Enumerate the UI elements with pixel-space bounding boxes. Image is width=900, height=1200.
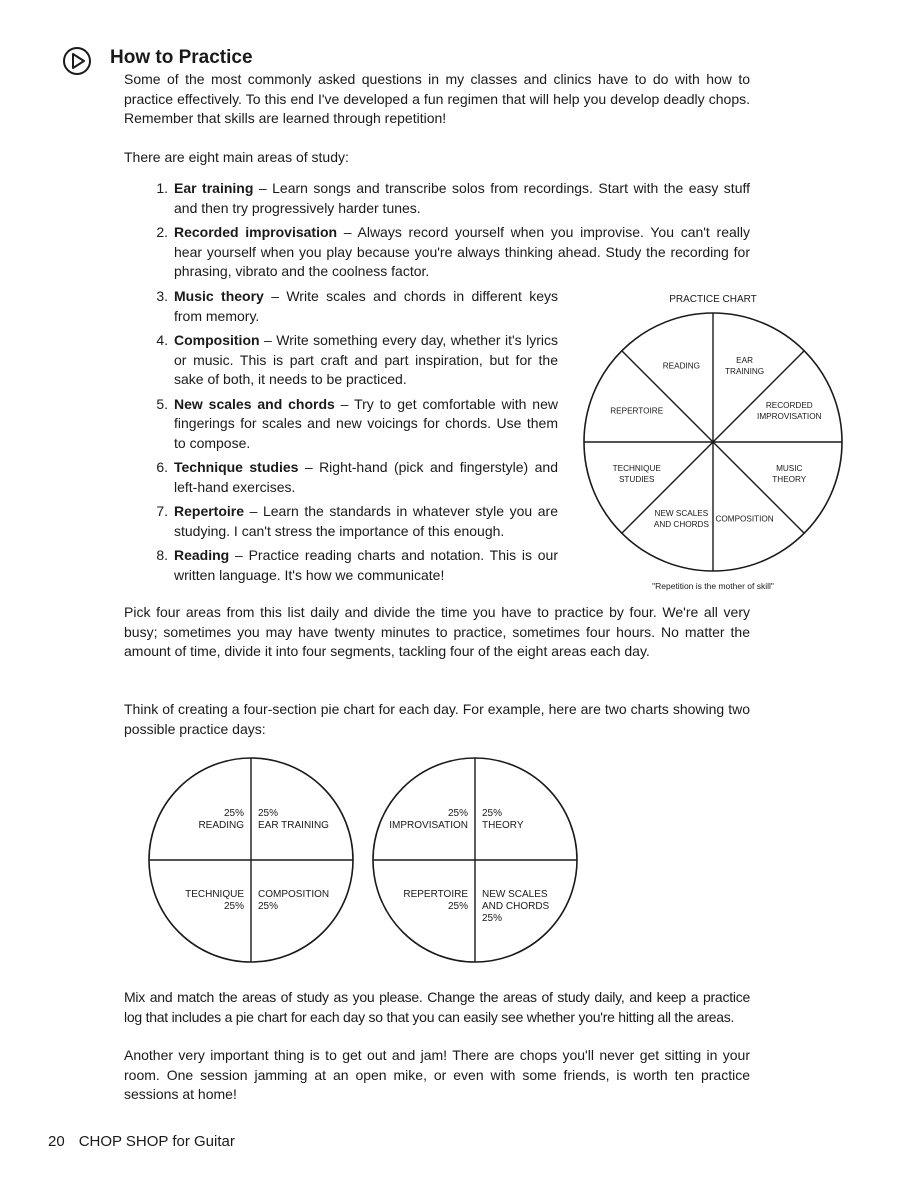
section-heading: How to Practice	[110, 47, 253, 68]
list-item	[156, 179, 751, 218]
pie-slice-label: EAR TRAINING	[258, 820, 329, 831]
list-item	[156, 331, 558, 390]
daily-pie-chart-1	[140, 752, 362, 968]
page-footer	[48, 1133, 235, 1150]
list-item-title: Repertoire	[174, 503, 245, 519]
pie-slice-label: NEW SCALES	[654, 508, 709, 518]
pie-slice-label: 25%	[482, 808, 503, 819]
intro-paragraph: Some of the most commonly asked questions in my classes and clinics have to do with how to practice effectively. To this end I've developed a fun regimen that will help you develop deadly chops. Remember that skills are learned through repetition!	[124, 71, 750, 126]
play-circle-icon	[62, 46, 92, 76]
list-item-text: – Write something every day, whether it's lyrics or music. This is part craft and part inspiration, but for the sake of both, it needs to be practiced.	[174, 332, 558, 387]
list-number: 5.	[156, 395, 168, 412]
pie-slice-label: STUDIES	[618, 475, 655, 485]
list-item-text: – Learn songs and transcribe solos from recordings. Start with the easy stuff and then try progressively harder tunes.	[174, 180, 751, 216]
pie-slice-label: NEW SCALES	[482, 889, 548, 900]
list-item-text: – Right-hand (pick and fingerstyle) and left-hand exercises.	[174, 459, 559, 495]
list-item-title: Music theory	[174, 288, 264, 304]
pie-slice-label: READING	[662, 361, 701, 371]
pie-slice-label: COMPOSITION	[715, 514, 774, 524]
pie-slice-label: 25%	[482, 913, 503, 924]
pie-slice-label: 25%	[447, 808, 468, 819]
pie-slice-label: TRAINING	[725, 367, 765, 377]
list-item-title: Composition	[174, 332, 260, 348]
pie-slice-label: AND CHORDS	[482, 901, 550, 912]
pie-slice-label: EAR	[736, 356, 754, 366]
pie-slice-label: AND CHORDS	[653, 519, 709, 529]
pie-slice-label: TECHNIQUE	[612, 464, 661, 474]
practice-chart	[572, 285, 857, 600]
book-title: CHOP SHOP for Guitar	[78, 1133, 235, 1150]
list-number: 2.	[156, 224, 168, 240]
study-list-wide	[156, 179, 751, 282]
study-list-narrow	[156, 287, 559, 585]
list-item-title: Reading	[174, 547, 230, 563]
pick-four-paragraph: Pick four areas from this list daily and divide the time you have to practice by four. We're all very busy; sometimes you may have twenty minutes to practice, sometimes four hours. No matter the amount of time, divide it into four segments, tackling four of the eight areas each day.	[124, 604, 750, 659]
pie-slice-label: THEORY	[482, 820, 524, 831]
chart-caption: "Repetition is the mother of skill"	[652, 581, 774, 591]
pie-slice-label: TECHNIQUE	[185, 889, 244, 900]
list-item-text: – Practice reading charts and notation. This is our written language. It's how we communicate!	[174, 547, 558, 583]
pie-slice-label: 25%	[447, 901, 468, 912]
list-item-text: – Always record yourself when you improvise. You can't really hear yourself when you play because you're always thinking ahead. Study the recording for phrasing, vibrato and the coolness factor.	[174, 224, 750, 279]
list-item-title: New scales and chords	[174, 395, 335, 412]
pie-slice-label: THEORY	[772, 475, 807, 485]
list-number: 1.	[156, 180, 168, 196]
list-item	[156, 395, 558, 454]
pie-slice-label: 25%	[258, 901, 279, 912]
list-item	[156, 287, 558, 326]
pie-slice-label: RECORDED	[765, 400, 813, 410]
list-number: 6.	[156, 459, 168, 475]
list-number: 8.	[156, 547, 168, 563]
pie-slice-label: IMPROVISATION	[757, 411, 822, 421]
areas-intro: There are eight main areas of study:	[124, 149, 349, 165]
page-number: 20	[48, 1133, 65, 1150]
pie-slice-divider	[713, 351, 804, 442]
list-item-text: – Try to get comfortable with new fingerings for scales and new voicings for chords. Use them to compose.	[174, 395, 558, 451]
list-number: 3.	[156, 288, 168, 304]
list-number: 7.	[156, 503, 168, 519]
pie-slice-label: COMPOSITION	[258, 889, 330, 900]
mix-match-paragraph: Mix and match the areas of study as you please. Change the areas of study daily, and keep a practice log that includes a pie chart for each day so that you can easily see whether you're hitting all the areas.	[124, 989, 750, 1025]
list-item	[156, 502, 558, 541]
list-item-title: Ear training	[174, 180, 254, 196]
pie-intro-paragraph: Think of creating a four-section pie chart for each day. For example, here are two charts showing two possible practice days:	[124, 701, 750, 737]
pie-slice-label: IMPROVISATION	[389, 820, 468, 831]
daily-pie-chart-2	[364, 752, 586, 968]
list-item-title: Technique studies	[174, 459, 299, 475]
pie-slice-label: 25%	[258, 808, 279, 819]
jam-paragraph: Another very important thing is to get out and jam! There are chops you'll never get sitting in your room. One session jamming at an open mike, or even with some friends, is worth ten practice sessions at home!	[124, 1047, 750, 1102]
list-item	[156, 546, 558, 585]
pie-slice-label: 25%	[223, 901, 244, 912]
pie-slice-label: READING	[198, 820, 244, 831]
pie-slice-label: REPERTOIRE	[610, 406, 664, 416]
list-item	[156, 223, 750, 282]
list-item-text: – Write scales and chords in different keys from memory.	[174, 288, 558, 324]
pie-slice-label: MUSIC	[776, 464, 803, 474]
pie-slice-label: REPERTOIRE	[403, 889, 468, 900]
pie-slice-label: 25%	[223, 808, 244, 819]
list-item	[156, 458, 559, 497]
list-number: 4.	[156, 332, 168, 348]
list-item-title: Recorded improvisation	[174, 224, 338, 240]
chart-title: PRACTICE CHART	[669, 294, 757, 305]
list-item-text: – Learn the standards in whatever style you are studying. I can't stress the importance of this enough.	[174, 503, 558, 539]
